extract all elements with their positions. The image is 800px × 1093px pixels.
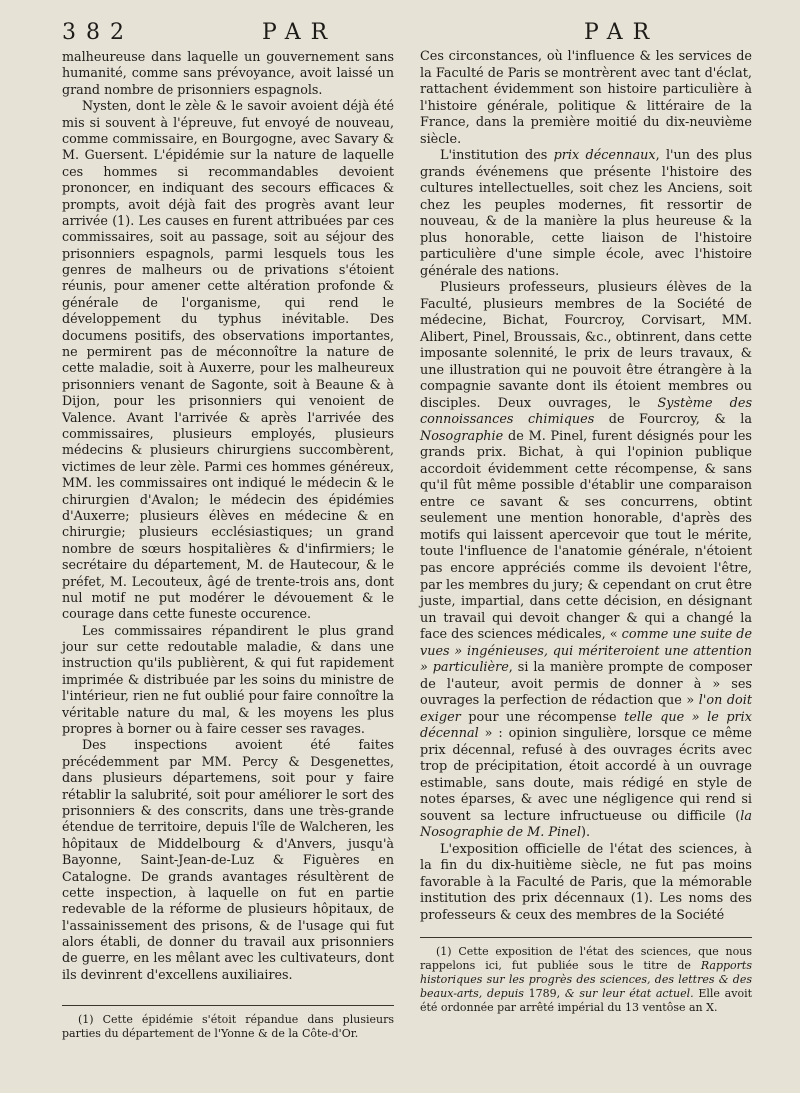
- text-run: » : opinion singulière, lorsque ce même prix décennal, refusé à des ouvrages écrits avec trop de précipitation, étoit accordé à un ouvrage estimable, sans doute, mais rédigé en style de notes éparses, & avec une négligence qui rend si souvent sa lecture infructueuse ou difficile (: [420, 726, 752, 824]
- running-title-right: PAR: [584, 20, 660, 45]
- left-footnote: [62, 1013, 394, 1041]
- text-run: , si la manière prompte de composer de l'auteur, avoit permis de donner à » ses ouvrages la perfection de rédaction que »: [420, 660, 753, 709]
- paragraph: [420, 280, 752, 842]
- footnote-text: (1) Cette épidémie s'étoit répandue dans plusieurs parties du département de l'Yonne & de la Côte-d'Or.: [62, 1013, 394, 1040]
- italic-title: Système des connoissances chimiques: [420, 395, 753, 428]
- italic-quote: comme une suite de vues » ingénieuses, qui mériteroient une attention » particulière: [420, 627, 753, 676]
- page-number: 382: [62, 20, 134, 45]
- text-run: Elle avoit été ordonnée par arrêté impérial du 13 ventôse an X.: [420, 987, 753, 1014]
- italic-quote: l'on doit exiger: [420, 693, 752, 725]
- italic-title: la Nosographie de M. Pinel: [420, 808, 752, 841]
- paragraph: malheureuse dans laquelle un gouvernement sans humanité, comme sans prévoyance, avoit laissé un grand nombre de prisonniers espagnols.: [62, 49, 394, 97]
- right-column: [420, 49, 752, 924]
- paragraph: L'exposition officielle de l'état des sciences, à la fin du dix-huitième siècle, ne fut pas moins favorable à la Faculté de Paris, que la mémorable institution des prix décennaux (1). Les noms des professeurs & ceux des membres de la Société: [420, 841, 752, 923]
- text-run: pour une récompense: [460, 709, 625, 725]
- text-run: Plusieurs professeurs, plusieurs élèves de la Faculté, plusieurs membres de la Société de médecine, Bichat, Fourcroy, Corvisart, MM. Alibert, Pinel, Broussais, &c., obtinrent, dans cette imposante solennité, le prix de leurs travaux, & une illustration qui ne pouvoit être étrangère à la compagnie savante dont ils étoient membres ou disciples. Deux ouvrages, le: [420, 280, 752, 411]
- italic-title: Nosographie: [420, 428, 504, 444]
- text-run: 1789,: [523, 987, 565, 1000]
- right-footnote: [420, 945, 752, 1015]
- text-run: , l'un des plus grands événemens que présente l'histoire des cultures intellectuelles, soit chez les Anciens, soit chez les peuples modernes, fit ressortir de nouveau, & de la manière la plus heureuse & la plus honorable, cette liaison de l'histoire particulière d'une simple école, avec l'histoire générale des nations.: [420, 148, 753, 279]
- text-run: ).: [580, 825, 591, 841]
- text-run: de M. Pinel, furent désignés pour les grands prix. Bichat, à qui l'opinion publique accordoit évidemment cette récompense, & sans qu'il fût même possible d'établir une comparaison entre ce savant & ses concurrens, obtint seulement une mention honorable, d'après des motifs qui laissent apercevoir que tout le mérite, toute l'influence de l'anatomie générale, n'étoient pas encore appréciés comme ils devoient l'être, par les membres du jury; & cependant on crut être juste, impartial, dans cette décision, en désignant un travail qui devoit changer & qui a changé la face des sciences médicales, «: [420, 428, 752, 643]
- paragraph: Des inspections avoient été faites précédemment par MM. Percy & Desgenettes, dans plusieurs départemens, soit pour y faire rétablir la salubrité, soit pour améliorer le sort des prisonniers & des conscrits, dans une très-grande étendue de territoire, depuis l'île de Walcheren, les hôpitaux de Middelbourg & d'Anvers, jusqu'à Bayonne, Saint-Jean-de-Luz & Figuères en Catalogne. De grands avantages résultèrent de cette inspection, à laquelle on fut en partie redevable de la réforme de plusieurs hôpitaux, de l'assainissement des prisons, & de l'usage qui fut alors établi, de donner du travail aux prisonniers de guerre, en les mêlant avec les cultivateurs, dont ils devinrent d'excellens auxiliaires.: [62, 737, 394, 982]
- paragraph: Ces circonstances, où l'influence & les services de la Faculté de Paris se montrèrent avec tant d'éclat, rattachent évidemment son histoire particulière à l'histoire générale, politique & littéraire de la France, dans la première moitié du dix-neuvième siècle.: [420, 49, 752, 147]
- italic-quote: telle que » le prix décennal: [420, 709, 752, 742]
- left-column: [62, 49, 394, 983]
- italic-title: & sur leur état actuel.: [564, 987, 694, 1000]
- paragraph: Les commissaires répandirent le plus grand jour sur cette redoutable maladie, & dans une instruction qu'ils publièrent, & qui fut rapidement imprimée & distribuée par les soins du ministre de l'intérieur, rien ne fut oublié pour faire connoître la véritable nature du mal, & les moyens les plus propres à borner ou à faire cesser ses ravages.: [62, 622, 394, 737]
- paragraph: Nysten, dont le zèle & le savoir avoient déjà été mis si souvent à l'épreuve, fut envoyé de nouveau, comme commissaire, en Bourgogne, avec Savary & M. Guersent. L'épidémie sur la nature de laquelle ces hommes si recommandables devoient prononcer, en indiquant des secours efficaces & prompts, avoit déjà fait des progrès avant leur arrivée (1). Les causes en furent attribuées par ces commissaires, soit au passage, soit au séjour des prisonniers espagnols, parmi lesquels tous les genres de malheurs ou de privations s'étoient réunis, pour amener cette altération profonde & générale de l'organisme, qui rend le développement du typhus inévitable. Des documens positifs, des observations importantes, ne permirent pas de méconnoître la nature de cette maladie, soit à Auxerre, pour les malheureux prisonniers venant de Sagonte, soit à Beaune & à Dijon, pour les prisonniers qui venoient de Valence. Avant l'arrivée & après l'arrivée des commissaires, plusieurs employés, plusieurs médecins & plusieurs chirurgiens succombèrent, victimes de leur zèle. Parmi ces hommes généreux, MM. les commissaires ont indiqué le médecin & le chirurgien d'Avalon; le médecin des épidémies d'Auxerre; plusieurs élèves en médecine & en chirurgie; plusieurs ecclésiastiques; un grand nombre de sœurs hospitalières & d'infirmiers; le secrétaire du département, M. de Hautecour, & le préfet, M. Lecouteux, âgé de trente-trois ans, dont nul motif ne put modérer le dévouement & le courage dans cette funeste occurence.: [62, 98, 394, 622]
- text-run: (1) Cette exposition de l'état des sciences, que nous rappelons ici, fut publiée sous le titre de: [420, 945, 752, 972]
- text-run: de Fourcroy, & la: [594, 412, 752, 428]
- text-run: L'institution des: [440, 148, 554, 164]
- footnote-text: [420, 945, 752, 1015]
- paragraph: [420, 148, 752, 280]
- italic-term: prix décennaux: [553, 148, 656, 164]
- running-title-left: PAR: [262, 20, 338, 45]
- footnote-rule: [420, 937, 752, 938]
- italic-title: Rapports historiques sur les progrès des sciences, des lettres & des beaux-arts, depuis: [420, 959, 752, 1000]
- footnote-rule: [62, 1005, 394, 1006]
